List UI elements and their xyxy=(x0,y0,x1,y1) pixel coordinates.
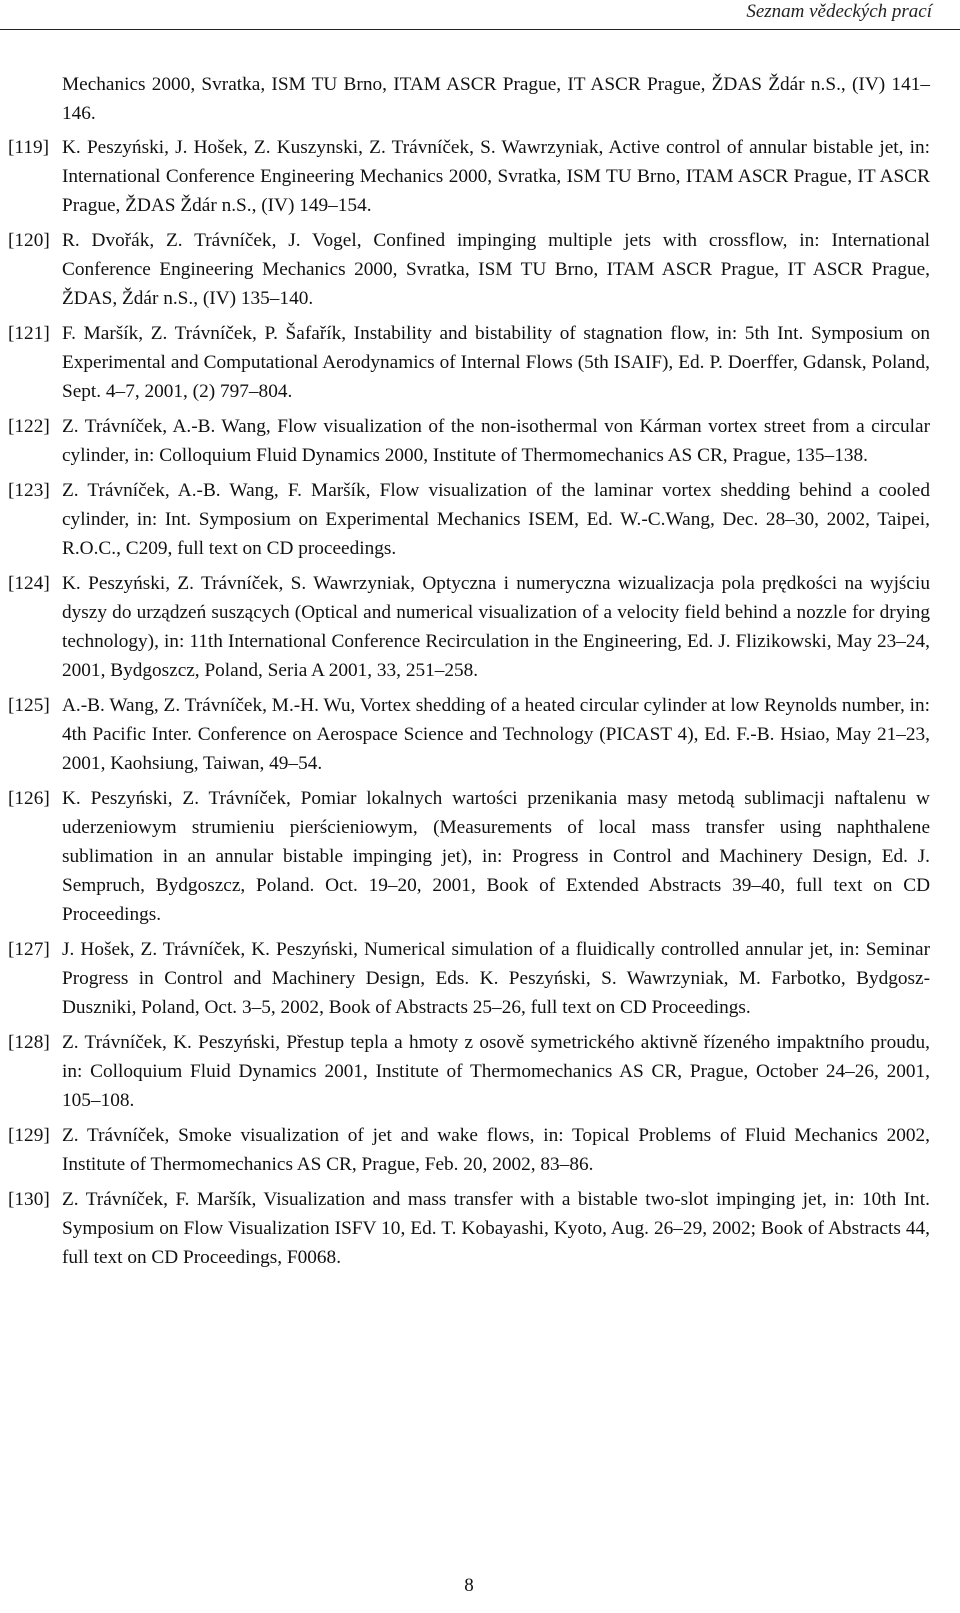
entry-text: A.-B. Wang, Z. Trávníček, M.-H. Wu, Vortex shedding of a heated circular cylinder at low Reynolds number, in: 4th Pacific Inter. Conference on Aerospace Science and Technology (PICAST 4), Ed. F.-B. Hsiao, May 21–23, 2001, Kaohsiung, Taiwan, 49–54. xyxy=(62,695,930,774)
page-number: 8 xyxy=(464,1575,474,1596)
entry-number: [122] xyxy=(8,416,50,437)
entry-text: Z. Trávníček, F. Maršík, Visualization and mass transfer with a bistable two-slot impinging jet, in: 10th Int. Symposium on Flow Visualization ISFV 10, Ed. T. Kobayashi, Kyoto, Aug. 26–29, 2002; Book of Abstracts 44, full text on CD Proceedings, F0068. xyxy=(62,1189,930,1268)
entry-text: K. Peszyński, Z. Trávníček, S. Wawrzyniak, Optyczna i numeryczna wizualizacja pola prędkości na wyjściu dyszy do urządzeń suszących (Optical and numerical visualization of a velocity field behind a nozzle for drying technology), in: 11th International Conference Recirculation in the Engineering, Ed. J. Flizikowski, May 23–24, 2001, Bydgoszcz, Poland, Seria A 2001, 33, 251–258. xyxy=(62,573,930,681)
entry-text: R. Dvořák, Z. Trávníček, J. Vogel, Confined impinging multiple jets with crossflow, in: International Conference Engineering Mechanics 2000, Svratka, ISM TU Brno, ITAM ASCR Prague, IT ASCR Prague, ŽDAS, Ždár n.S., (IV) 135–140. xyxy=(62,230,930,309)
running-header: Seznam vědeckých prací xyxy=(746,1,932,22)
entry-number: [123] xyxy=(8,480,50,501)
entry-number: [126] xyxy=(8,788,50,809)
entry-text: K. Peszyński, Z. Trávníček, Pomiar lokalnych wartości przenikania masy metodą sublimacji naftalenu w uderzeniowym strumieniu pierścieniowym, (Measurements of local mass transfer using naphthalene sublimation in an annular bistable impinging jet), in: Progress in Control and Machinery Design, Ed. J. Sempruch, Bydgoszcz, Poland. Oct. 19–20, 2001, Book of Extended Abstracts 39–40, full text on CD Proceedings. xyxy=(62,788,930,925)
entry-number: [124] xyxy=(8,573,50,594)
entry-number: [119] xyxy=(8,137,50,158)
entry-text: K. Peszyński, J. Hošek, Z. Kuszynski, Z. Trávníček, S. Wawrzyniak, Active control of annular bistable jet, in: International Conference Engineering Mechanics 2000, Svratka, ISM TU Brno, ITAM ASCR Prague, IT ASCR Prague, ŽDAS Ždár n.S., (IV) 149–154. xyxy=(62,137,930,216)
entry-text: Z. Trávníček, Smoke visualization of jet and wake flows, in: Topical Problems of Fluid Mechanics 2002, Institute of Thermomechanics AS CR, Prague, Feb. 20, 2002, 83–86. xyxy=(62,1125,930,1175)
entry-number: [130] xyxy=(8,1189,50,1210)
bib-entry-127 xyxy=(8,935,930,1022)
entry-number: [120] xyxy=(8,230,50,251)
entry-number: [128] xyxy=(8,1032,50,1053)
entry-number: [121] xyxy=(8,323,50,344)
entry-text: Z. Trávníček, K. Peszyński, Přestup tepla a hmoty z osově symetrického aktivně řízeného impaktního proudu, in: Colloquium Fluid Dynamics 2001, Institute of Thermomechanics AS CR, Prague, October 24–26, 2001, 105–108. xyxy=(62,1032,930,1111)
bib-entry-123 xyxy=(8,476,930,563)
entry-text: Z. Trávníček, A.-B. Wang, F. Maršík, Flow visualization of the laminar vortex shedding behind a cooled cylinder, in: Int. Symposium on Experimental Mechanics ISEM, Ed. W.-C.Wang, Dec. 28–30, 2002, Taipei, R.O.C., C209, full text on CD proceedings. xyxy=(62,480,930,559)
bib-entry-126 xyxy=(8,784,930,929)
bib-entry-122 xyxy=(8,412,930,470)
bib-entry-130 xyxy=(8,1185,930,1272)
bibliography-list xyxy=(8,70,930,1278)
continued-entry-text: Mechanics 2000, Svratka, ISM TU Brno, ITAM ASCR Prague, IT ASCR Prague, ŽDAS Ždár n.S., (IV) 141–146. xyxy=(62,74,930,124)
entry-text: Z. Trávníček, A.-B. Wang, Flow visualization of the non-isothermal von Kárman vortex street from a circular cylinder, in: Colloquium Fluid Dynamics 2000, Institute of Thermomechanics AS CR, Prague, 135–138. xyxy=(62,416,930,466)
bib-entry-119 xyxy=(8,133,930,220)
header-rule xyxy=(0,29,960,30)
entry-text: J. Hošek, Z. Trávníček, K. Peszyński, Numerical simulation of a fluidically controlled annular jet, in: Seminar Progress in Control and Machinery Design, Eds. K. Peszyński, S. Wawrzyniak, M. Farbotko, Bydgosz-Duszniki, Poland, Oct. 3–5, 2002, Book of Abstracts 25–26, full text on CD Proceedings. xyxy=(62,939,930,1018)
bib-entry-128 xyxy=(8,1028,930,1115)
bib-entry-121 xyxy=(8,319,930,406)
bib-entry-124 xyxy=(8,569,930,685)
continued-entry xyxy=(8,70,930,128)
entry-number: [129] xyxy=(8,1125,50,1146)
bib-entry-129 xyxy=(8,1121,930,1179)
bib-entry-120 xyxy=(8,226,930,313)
entry-text: F. Maršík, Z. Trávníček, P. Šafařík, Instability and bistability of stagnation flow, in: 5th Int. Symposium on Experimental and Computational Aerodynamics of Internal Flows (5th ISAIF), Ed. P. Doerffer, Gdansk, Poland, Sept. 4–7, 2001, (2) 797–804. xyxy=(62,323,930,402)
entry-number: [125] xyxy=(8,695,50,716)
entry-number: [127] xyxy=(8,939,50,960)
bib-entry-125 xyxy=(8,691,930,778)
